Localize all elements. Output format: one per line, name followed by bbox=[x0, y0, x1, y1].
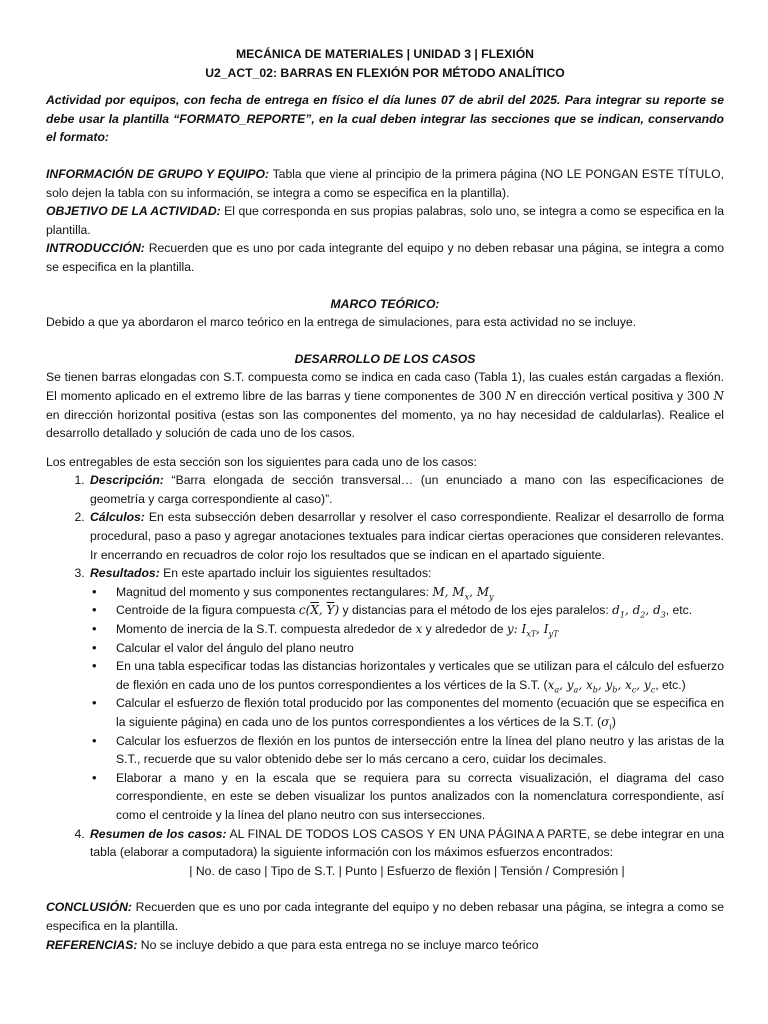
conclusion-text: Recuerden que es uno por cada integrante del equipo y no deben rebasar una página, se integra a como se especifica en la plantilla. bbox=[46, 900, 724, 933]
bullet-3-text-b: y alrededor de bbox=[422, 622, 507, 637]
desarrollo-text-a: Se tienen barras elongadas con S.T. compuesta como se indica en cada caso (Tabla 1), las cuales están cargadas a flexión. El momento aplicado en el extremo libre de las barras y tiene componentes de bbox=[46, 370, 724, 403]
bullet-2-text-b: y distancias para el método de los ejes paralelos: bbox=[339, 603, 613, 618]
list-item-resultados bbox=[88, 564, 724, 824]
inertia-symbols: y: $I_{xT}$, $I_{yT}$ bbox=[506, 622, 559, 639]
objective-text: El que corresponda en sus propias palabras, solo uno, se integra a como se especifica en la plantilla. bbox=[46, 204, 724, 237]
calculos-text: En esta subsección deben desarrollar y resolver el caso correspondiente. Realizar el desarrollo de forma procedural, paso a paso y agregar anotaciones textuales para indicar ciertas operaciones que consideren relevantes. Ir encerrando en recuadros de color rojo los resultados que se indican en el apartado siguiente. bbox=[90, 510, 724, 562]
marco-text: Debido a que ya abordaron el marco teórico en la entrega de simulaciones, para esta actividad no se incluye. bbox=[46, 315, 637, 330]
desarrollo-paragraph bbox=[46, 368, 724, 442]
moment-horizontal-unit: N bbox=[713, 388, 724, 403]
bullet-total-stress bbox=[116, 694, 724, 731]
info-section bbox=[46, 165, 724, 202]
moment-vertical-unit: N bbox=[505, 388, 516, 403]
introduction-text: Recuerden que es uno por cada integrante del equipo y no deben rebasar una página, se integra a como se especifica en la plantilla. bbox=[46, 241, 724, 274]
objective-label: OBJETIVO DE LA ACTIVIDAD: bbox=[46, 204, 221, 219]
calculos-label: Cálculos: bbox=[90, 510, 145, 525]
conclusion-label: CONCLUSIÓN: bbox=[46, 900, 132, 915]
moment-symbols: M, $M_x$, $M_y$ bbox=[432, 584, 494, 602]
desarrollo-text-b: en dirección vertical positiva y bbox=[515, 388, 687, 403]
resultados-bullets bbox=[90, 583, 724, 825]
info-text: Tabla que viene al principio de la primera página (NO LE PONGAN ESTE TÍTULO, solo dejen la tabla con su información, se integra a como se especifica en la plantilla). bbox=[46, 166, 724, 200]
list-item-calculos bbox=[88, 508, 724, 564]
desarrollo-text-c: en dirección horizontal positiva (estas son las componentes del momento, ya no hay necesidad de caldularlas). Realice el desarrollo detallado y solución de cada uno de los casos. bbox=[46, 407, 724, 441]
activity-intro: Actividad por equipos, con fecha de entrega en físico el día lunes 07 de abril del 2025. Para integrar su reporte se debe usar la plantilla “FORMATO_REPORTE”, en la cual deben integrar las secciones que se indican, conservando el formato: bbox=[46, 93, 724, 145]
marco-title: MARCO TEÓRICO: bbox=[330, 296, 440, 311]
descripcion-label: Descripción: bbox=[90, 473, 164, 488]
bullet-2-text-a: Centroide de la figura compuesta bbox=[116, 603, 299, 618]
conclusion-section bbox=[46, 898, 724, 935]
bullet-moment-magnitude bbox=[116, 583, 724, 602]
descripcion-text: “Barra elongada de sección transversal… (un enunciado a mano con las especificaciones de geometría y carga correspondiente al caso)”. bbox=[90, 473, 724, 506]
info-label: INFORMACIÓN DE GRUPO Y EQUIPO: bbox=[46, 166, 270, 181]
resumen-label: Resumen de los casos: bbox=[90, 826, 227, 841]
entregables-intro: Los entregables de esta sección son los siguientes para cada uno de los casos: bbox=[46, 454, 477, 469]
bullet-6-text-a: Calcular el esfuerzo de flexión total producido por las componentes del momento (ecuación que se especifica en la siguiente página) en cada uno de los puntos correspondientes a los vértices de la S.T. ( bbox=[116, 696, 724, 729]
bullet-1-text: Magnitud del momento y sus componentes rectangulares: bbox=[116, 584, 433, 599]
moment-horizontal-value: 300 bbox=[686, 388, 710, 403]
bullet-2-text-c: , etc. bbox=[665, 603, 693, 618]
bullet-5-text-b: , etc.) bbox=[655, 677, 686, 692]
references-label: REFERENCIAS: bbox=[46, 937, 138, 952]
bullet-6-text-b: ) bbox=[611, 715, 616, 729]
bullet-distances-table bbox=[116, 657, 724, 694]
moment-vertical-value: 300 bbox=[478, 388, 502, 403]
references-section bbox=[46, 936, 724, 955]
bullet-3-text-a: Momento de inercia de la S.T. compuesta alrededor de bbox=[116, 622, 416, 637]
references-text: No se incluye debido a que para esta entrega no se incluye marco teórico bbox=[137, 937, 539, 952]
list-item-resumen bbox=[88, 825, 724, 881]
bullet-centroid bbox=[116, 601, 724, 620]
resultados-text: En este apartado incluir los siguientes resultados: bbox=[159, 566, 432, 581]
bullet-intersection-stress: • Calcular los esfuerzos de flexión en los puntos de intersección entre la línea del plano neutro y las aristas de la S.T., recuerde que su valor obtenido debe ser lo más cercano a cero, cuidar los decimales. bbox=[116, 732, 724, 769]
bullet-inertia bbox=[116, 620, 724, 639]
bullet-5-text-a: En una tabla especificar todas las distancias horizontales y verticales que se utilizan para el cálculo del esfuerzo de flexión en cada uno de los puntos correspondientes a los vértices de la S.T. ( bbox=[116, 659, 724, 692]
introduction-section bbox=[46, 239, 724, 276]
list-item-descripcion bbox=[88, 471, 724, 508]
sigma-symbol: $\sigma_i$ bbox=[601, 715, 612, 732]
objective-section bbox=[46, 202, 724, 239]
activity-title: U2_ACT_02: BARRAS EN FLEXIÓN POR MÉTODO ANALÍTICO bbox=[205, 65, 565, 80]
x-symbol: x bbox=[415, 622, 423, 637]
introduction-label: INTRODUCCIÓN: bbox=[46, 241, 145, 256]
bullet-diagram: • Elaborar a mano y en la escala que se requiera para su correcta visualización, el diagrama del caso correspondiente, en este se deben visualizar los puntos analizados con la nomenclatura correspondiente, así como el centroide y la línea del plano neutro con sus intersecciones. bbox=[116, 769, 724, 825]
desarrollo-title: DESARROLLO DE LOS CASOS bbox=[294, 351, 476, 366]
header-title: MECÁNICA DE MATERIALES | UNIDAD 3 | FLEXIÓN bbox=[236, 47, 534, 61]
resumen-table-header: | No. de caso | Tipo de S.T. | Punto | Esfuerzo de flexión | Tensión / Compresión | bbox=[189, 863, 625, 878]
bullet-neutral-angle: • Calcular el valor del ángulo del plano neutro bbox=[116, 639, 724, 658]
distance-symbols: $d_1$, $d_2$, $d_3$ bbox=[612, 603, 666, 620]
entregables-list bbox=[46, 471, 724, 880]
document-page bbox=[46, 45, 724, 954]
centroid-symbol: $c(\overline{X}$, $\overline{Y}$) bbox=[298, 603, 340, 618]
vertex-coordinate-symbols: $x_a$, $y_a$, $x_b$, $y_b$, $x_c$, $y_c$ bbox=[547, 677, 656, 695]
resultados-label: Resultados: bbox=[90, 566, 160, 581]
resumen-text: AL FINAL DE TODOS LOS CASOS Y EN UNA PÁGINA A PARTE, se debe integrar en una tabla (elaborar a computadora) la siguiente información con los máximos esfuerzos encontrados: bbox=[90, 826, 725, 860]
